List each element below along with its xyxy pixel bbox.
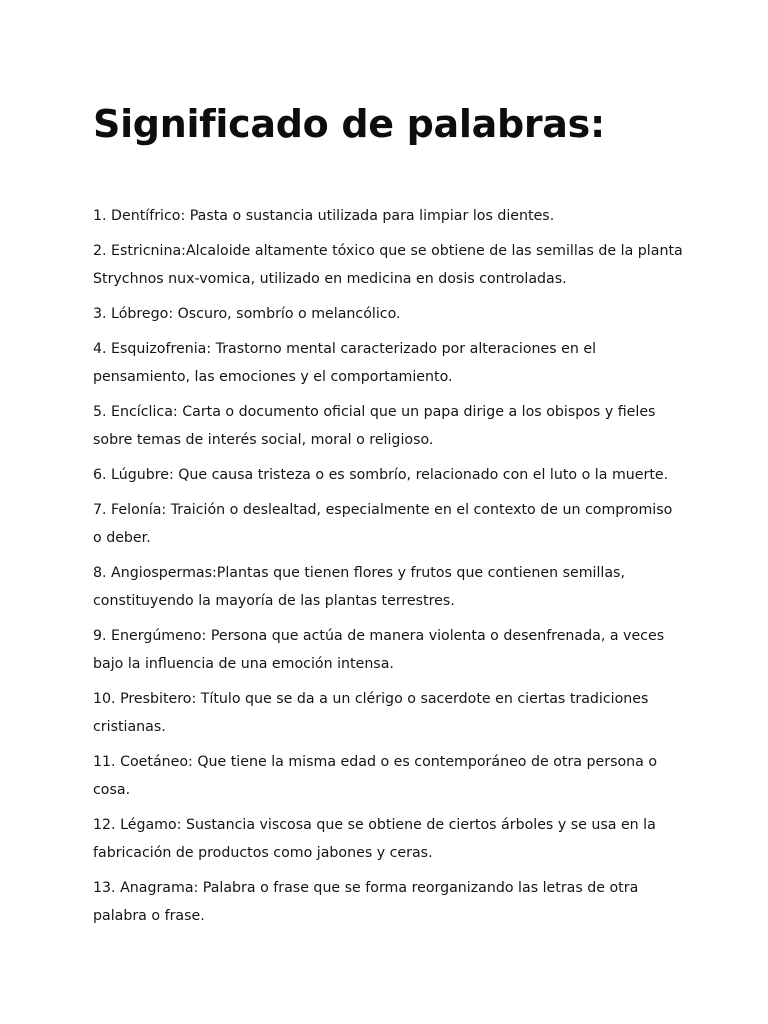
list-item: 2. Estricnina:Alcaloide altamente tóxico que se obtiene de las semillas de la planta Strychnos nux-vomica, utilizado en medicina en dosis controladas. <box>93 243 683 287</box>
definition-list <box>93 202 683 937</box>
list-item: 6. Lúgubre: Que causa tristeza o es sombrío, relacionado con el luto o la muerte. <box>93 467 669 483</box>
list-item: 10. Presbitero: Título que se da a un clérigo o sacerdote en ciertas tradiciones cristianas. <box>93 691 649 735</box>
list-item: 3. Lóbrego: Oscuro, sombrío o melancólico. <box>93 306 401 322</box>
list-item: 7. Felonía: Traición o deslealtad, especialmente en el contexto de un compromiso o deber. <box>93 502 673 546</box>
list-item: 8. Angiospermas:Plantas que tienen flores y frutos que contienen semillas, constituyendo la mayoría de las plantas terrestres. <box>93 565 625 609</box>
list-item: 9. Energúmeno: Persona que actúa de manera violenta o desenfrenada, a veces bajo la influencia de una emoción intensa. <box>93 628 665 672</box>
list-item: 12. Légamo: Sustancia viscosa que se obtiene de ciertos árboles y se usa en la fabricación de productos como jabones y ceras. <box>93 817 656 861</box>
list-item: 5. Encíclica: Carta o documento oficial que un papa dirige a los obispos y fieles sobre temas de interés social, moral o religioso. <box>93 404 656 448</box>
list-item: 4. Esquizofrenia: Trastorno mental caracterizado por alteraciones en el pensamiento, las emociones y el comportamiento. <box>93 341 597 385</box>
list-item: 11. Coetáneo: Que tiene la misma edad o es contemporáneo de otra persona o cosa. <box>93 754 658 798</box>
list-item: 13. Anagrama: Palabra o frase que se forma reorganizando las letras de otra palabra o frase. <box>93 880 639 924</box>
list-item: 1. Dentífrico: Pasta o sustancia utilizada para limpiar los dientes. <box>93 208 555 224</box>
page-title: Significado de palabras: <box>93 102 605 146</box>
